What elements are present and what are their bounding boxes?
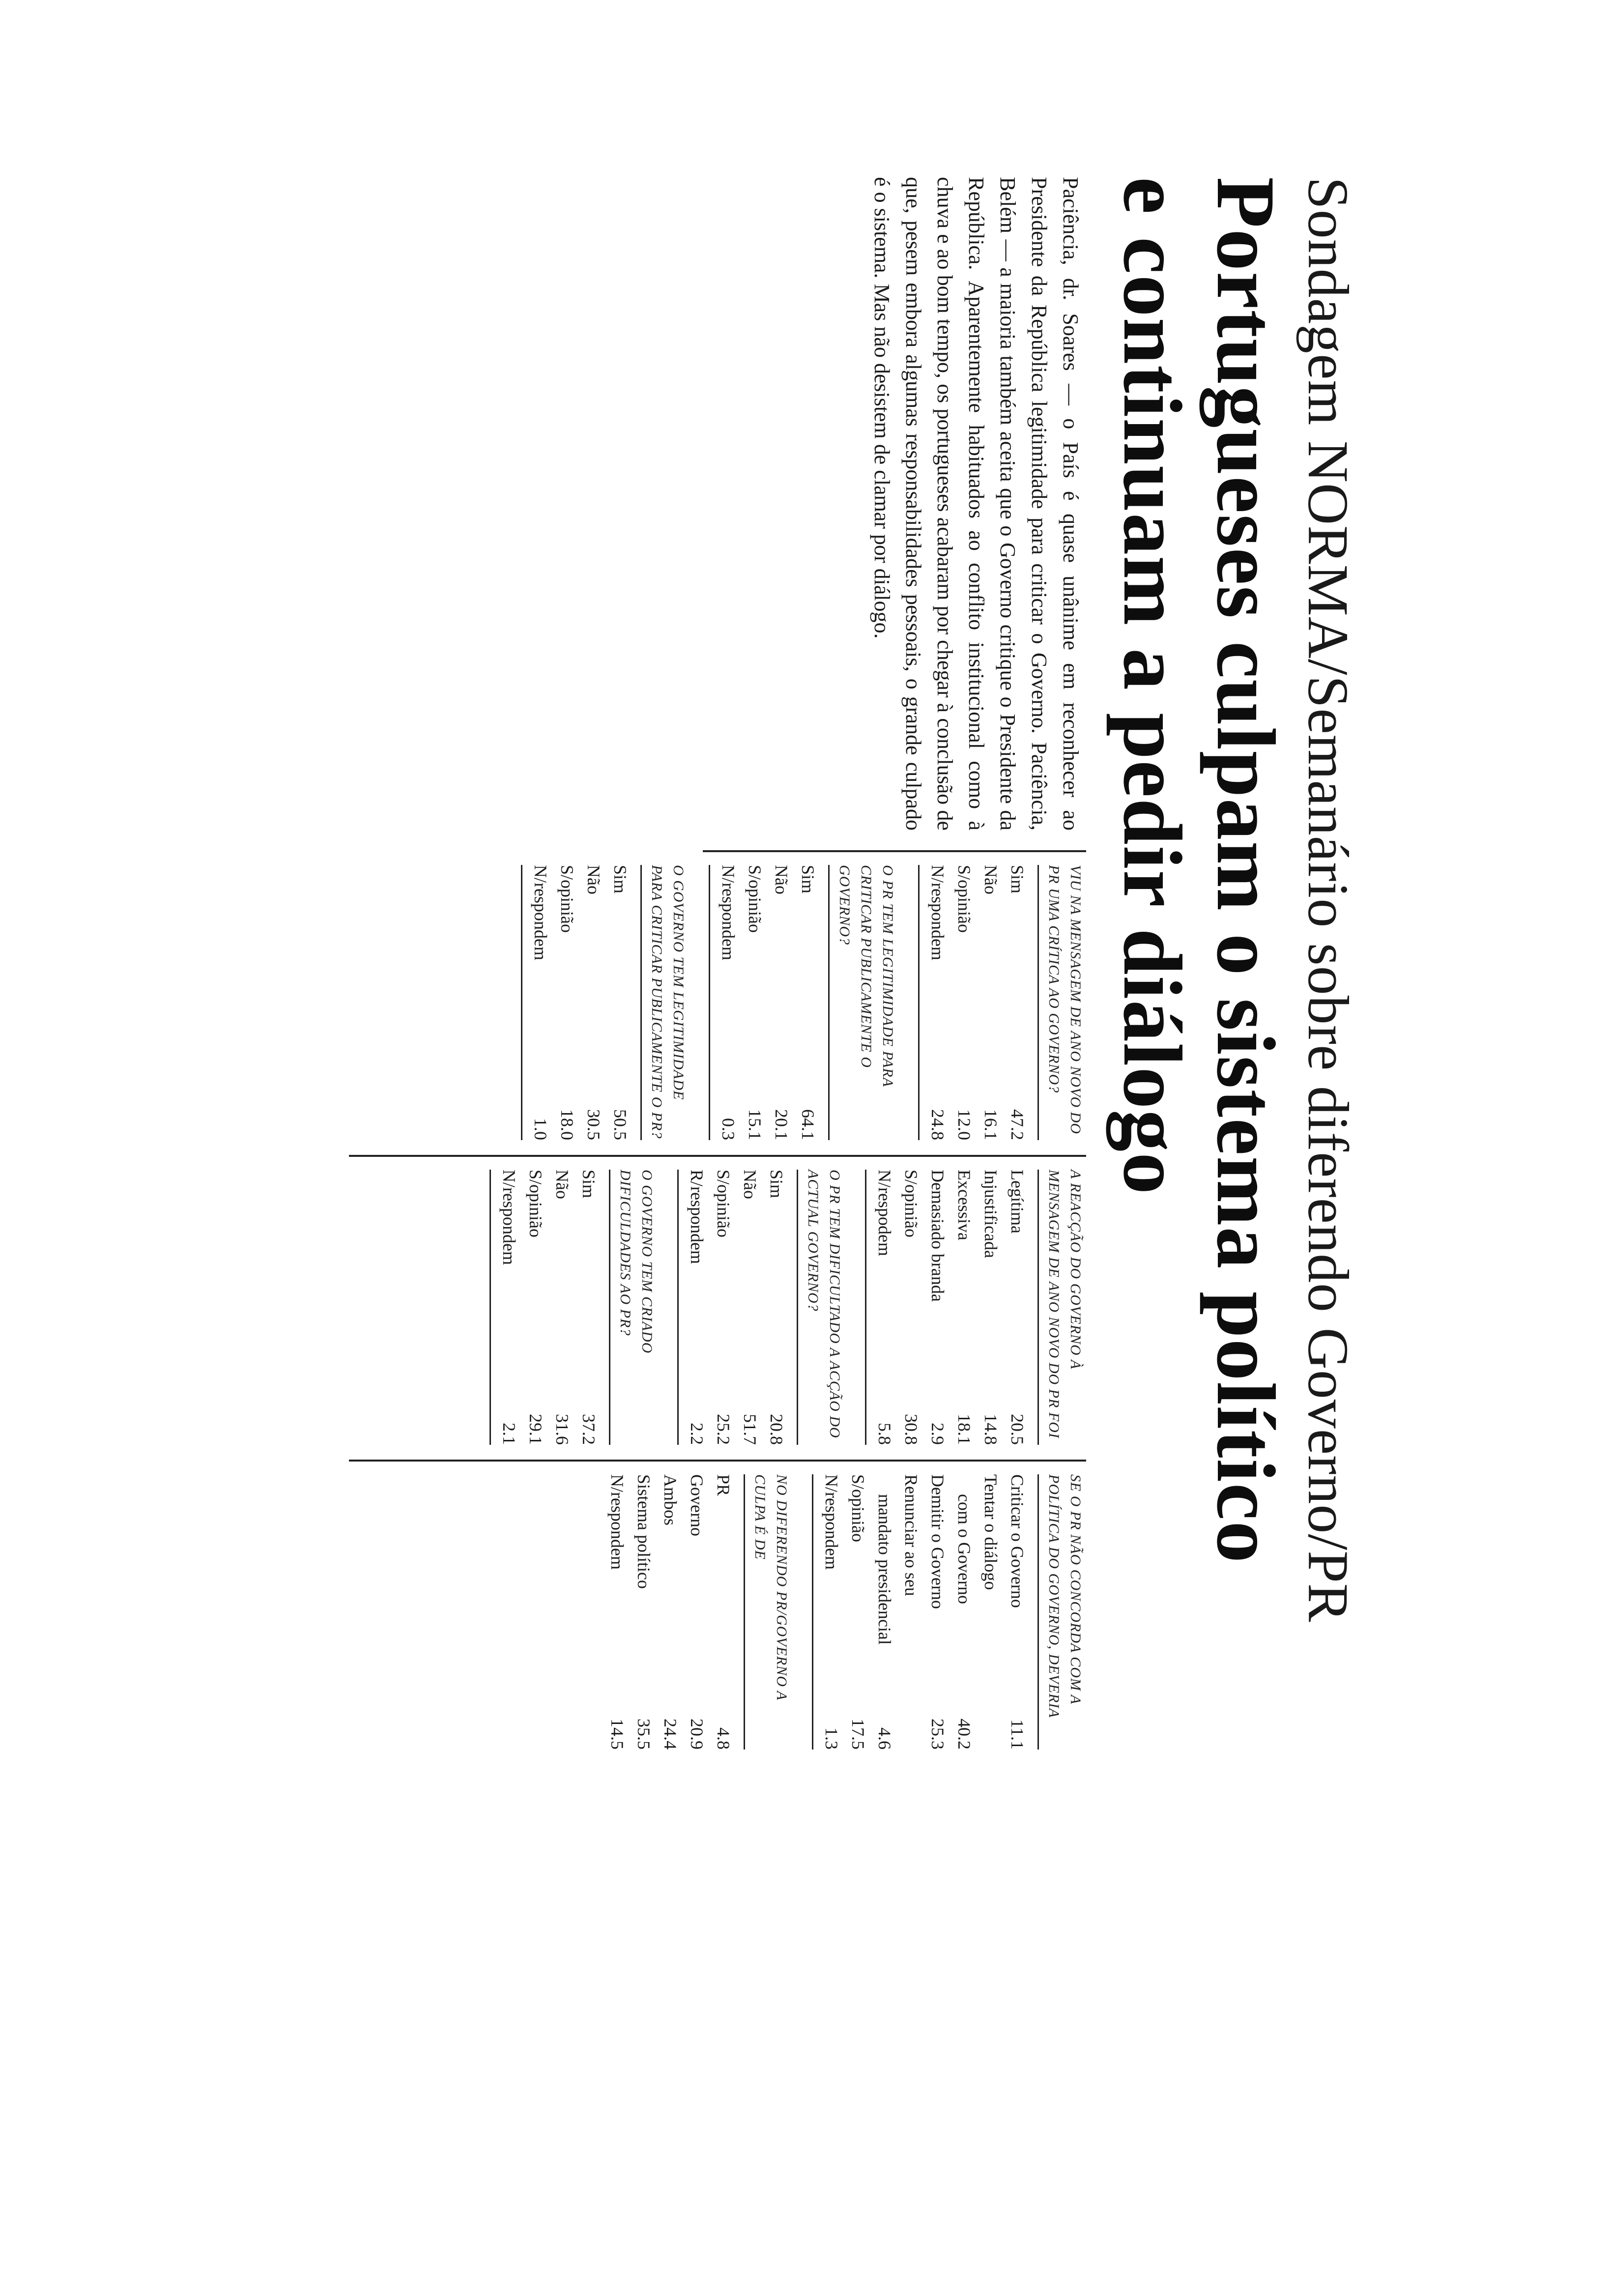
row-label: Excessiva — [954, 1170, 974, 1240]
row-label: S/opinião — [557, 865, 577, 933]
headline-line-2: e continuam a pedir diálogo — [1106, 177, 1199, 1196]
survey-row — [978, 1170, 1004, 1445]
row-label: Legítima — [1008, 1170, 1027, 1234]
survey-row — [576, 1170, 602, 1445]
row-label: N/respondem — [928, 865, 948, 960]
row-value: 11.1 — [1008, 1719, 1027, 1750]
row-label: Demasiado branda — [928, 1170, 948, 1302]
survey-row — [1004, 865, 1031, 1140]
survey-row — [951, 865, 978, 1140]
row-value: 30.8 — [901, 1414, 921, 1445]
row-label: N/respondem — [531, 865, 550, 960]
survey-row — [554, 865, 580, 1140]
column-rule-3 — [349, 1460, 1086, 1462]
row-label: S/opinião — [848, 1474, 868, 1543]
survey-row — [604, 1474, 631, 1750]
kicker: Sondagem NORMA/Semanário sobre diferendo Governo/PR — [1296, 177, 1360, 1623]
row-label: Não — [552, 1170, 572, 1199]
survey-row — [684, 1170, 710, 1445]
table-divider — [677, 1170, 679, 1445]
row-value: 29.1 — [526, 1414, 546, 1445]
survey-question: O PR TEM DIFICULTADO A ACÇÃO DO ACTUAL GOVERNO? — [797, 1170, 845, 1445]
row-value: 12.0 — [954, 1109, 974, 1140]
survey-row — [924, 1170, 951, 1445]
survey-row — [496, 1170, 522, 1445]
survey-row — [737, 1170, 763, 1445]
row-value: 14.8 — [981, 1414, 1001, 1445]
survey-row — [924, 865, 951, 1140]
row-value: 20.5 — [1008, 1414, 1027, 1445]
row-value: 20.9 — [687, 1719, 707, 1750]
survey-row — [742, 865, 768, 1140]
survey-row — [684, 1474, 710, 1750]
row-value: 20.1 — [772, 1109, 791, 1140]
row-label: mandato presidencial — [875, 1494, 894, 1645]
column-rule-1 — [703, 850, 1086, 852]
row-value: 40.2 — [954, 1719, 974, 1750]
row-value: 18.0 — [557, 1109, 577, 1140]
survey-column-3 — [584, 1474, 1086, 1750]
survey-row — [1004, 1474, 1031, 1750]
row-value: 0.3 — [719, 1118, 738, 1140]
row-label: Não — [584, 865, 604, 894]
row-label: Não — [981, 865, 1001, 894]
survey-row — [871, 1474, 898, 1750]
row-label: N/respodem — [875, 1170, 894, 1256]
lead-paragraph: Paciência, dr. Soares — o País é quase unânime em reconhecer ao Presidente da República legitimidade para criticar o Governo. Paciência, Belém — a maioria também aceita que o Governo critique o Presidente da República. Aparentemente habituados ao conflito institucional como à chuva e ao bom tempo, os portugueses acabaram por chegar à conclusão de que, pesem embora algumas responsabilidades pessoais, o grande culpado é o sistema. Mas não desistem de clamar por diálogo. — [870, 177, 1083, 831]
row-label: Renunciar ao seu — [901, 1474, 921, 1596]
survey-question: SE O PR NÃO CONCORDA COM A POLÍTICA DO GOVERNO, DEVERIA — [1037, 1474, 1086, 1750]
row-label: Demitir o Governo — [928, 1474, 948, 1609]
survey-row — [871, 1170, 898, 1445]
survey-column-2 — [470, 1170, 1086, 1445]
row-label: N/respondem — [822, 1474, 841, 1570]
row-label: S/opinião — [714, 1170, 733, 1238]
row-label: PR — [714, 1474, 733, 1496]
row-label: N/respondem — [499, 1170, 519, 1265]
row-label: S/opinião — [901, 1170, 921, 1238]
survey-table — [604, 1474, 792, 1750]
survey-row — [898, 1474, 924, 1750]
row-value: 30.5 — [584, 1109, 604, 1140]
column-rule-2 — [349, 1155, 1086, 1157]
row-value: 24.4 — [661, 1719, 680, 1750]
survey-row — [768, 865, 795, 1140]
row-value: 16.1 — [981, 1109, 1001, 1140]
row-label: Governo — [687, 1474, 707, 1536]
survey-table — [489, 1170, 658, 1445]
row-label: R/respondem — [687, 1170, 707, 1264]
survey-row — [607, 865, 633, 1140]
row-label: Sim — [767, 1170, 786, 1199]
row-value: 4.8 — [714, 1727, 733, 1750]
row-value: 64.1 — [798, 1109, 818, 1140]
row-label: N/respondem — [607, 1474, 627, 1570]
row-value: 15.1 — [745, 1109, 765, 1140]
survey-row — [978, 1474, 1004, 1750]
survey-row — [527, 865, 554, 1140]
survey-row — [549, 1170, 576, 1445]
row-label: Não — [740, 1170, 760, 1199]
row-label: Tentar o diálogo — [981, 1474, 1001, 1590]
row-value: 2.2 — [687, 1423, 707, 1445]
survey-row — [951, 1170, 978, 1445]
row-label: Injustificada — [981, 1170, 1001, 1258]
survey-column-1 — [501, 865, 1086, 1140]
row-label: Sistema político — [634, 1474, 654, 1589]
survey-table — [865, 1170, 1086, 1445]
row-value: 18.1 — [954, 1414, 974, 1445]
row-value: 25.3 — [928, 1719, 948, 1750]
row-value: 4.6 — [875, 1727, 894, 1750]
survey-row — [924, 1474, 951, 1750]
survey-row — [951, 1474, 978, 1750]
survey-question: O PR TEM LEGITIMIDADE PARA CRITICAR PUBLICAMENTE O GOVERNO? — [828, 865, 898, 1140]
survey-question: A REACÇÃO DO GOVERNO À MENSAGEM DE ANO NOVO DO PR FOI — [1037, 1170, 1086, 1445]
survey-table — [918, 865, 1086, 1140]
headline-line-1: Portugueses culpam o sistema político — [1200, 177, 1292, 1564]
survey-question: NO DIFERENDO PR/GOVERNO A CULPA É DE — [744, 1474, 792, 1750]
table-divider — [521, 865, 522, 1140]
row-value: 1.0 — [531, 1118, 550, 1140]
survey-row — [715, 865, 742, 1140]
survey-row — [978, 865, 1004, 1140]
row-value: 17.5 — [848, 1719, 868, 1750]
table-divider — [489, 1170, 491, 1445]
row-label: Criticar o Governo — [1008, 1474, 1027, 1608]
newspaper-clipping — [133, 177, 1361, 2143]
row-label: S/opinião — [526, 1170, 546, 1238]
survey-table — [521, 865, 689, 1140]
row-value: 5.8 — [875, 1423, 894, 1445]
table-divider — [709, 865, 710, 1140]
survey-table — [709, 865, 898, 1140]
row-value: 47.2 — [1008, 1109, 1027, 1140]
row-label: Sim — [579, 1170, 599, 1199]
table-divider — [918, 865, 920, 1140]
survey-row — [631, 1474, 657, 1750]
survey-row — [522, 1170, 549, 1445]
survey-row — [710, 1170, 737, 1445]
survey-row — [818, 1474, 845, 1750]
row-label: Sim — [610, 865, 630, 894]
survey-row — [795, 865, 821, 1140]
row-value: 37.2 — [579, 1414, 599, 1445]
survey-table — [812, 1474, 1086, 1750]
survey-row — [580, 865, 607, 1140]
survey-question: O GOVERNO TEM LEGITIMIDADE PARA CRITICAR PUBLICAMENTE O PR? — [640, 865, 689, 1140]
row-value: 24.8 — [928, 1109, 948, 1140]
survey-question: VIU NA MENSAGEM DE ANO NOVO DO PR UMA CRÍTICA AO GOVERNO? — [1037, 865, 1086, 1140]
table-divider — [812, 1474, 813, 1750]
survey-row — [657, 1474, 684, 1750]
row-value: 2.1 — [499, 1423, 519, 1445]
row-label: Não — [772, 865, 791, 894]
row-label: S/opinião — [954, 865, 974, 933]
row-value: 50.5 — [610, 1109, 630, 1140]
row-label: Ambos — [661, 1474, 680, 1526]
row-value: 35.5 — [634, 1719, 654, 1750]
row-value: 25.2 — [714, 1414, 733, 1445]
row-label: N/respondem — [719, 865, 738, 960]
survey-row — [845, 1474, 871, 1750]
survey-row — [898, 1170, 924, 1445]
row-value: 1.3 — [822, 1727, 841, 1750]
row-label: com o Governo — [954, 1494, 974, 1604]
row-label: S/opinião — [745, 865, 765, 933]
row-value: 20.8 — [767, 1414, 786, 1445]
row-label: Sim — [1008, 865, 1027, 894]
survey-row — [1004, 1170, 1031, 1445]
row-value: 14.5 — [607, 1719, 627, 1750]
survey-row — [763, 1170, 790, 1445]
table-divider — [865, 1170, 866, 1445]
survey-table — [677, 1170, 845, 1445]
survey-question: O GOVERNO TEM CRIADO DIFICULDADES AO PR? — [609, 1170, 658, 1445]
survey-row — [710, 1474, 737, 1750]
row-label: Sim — [798, 865, 818, 894]
row-value: 2.9 — [928, 1423, 948, 1445]
row-value: 31.6 — [552, 1414, 572, 1445]
row-value: 51.7 — [740, 1414, 760, 1445]
